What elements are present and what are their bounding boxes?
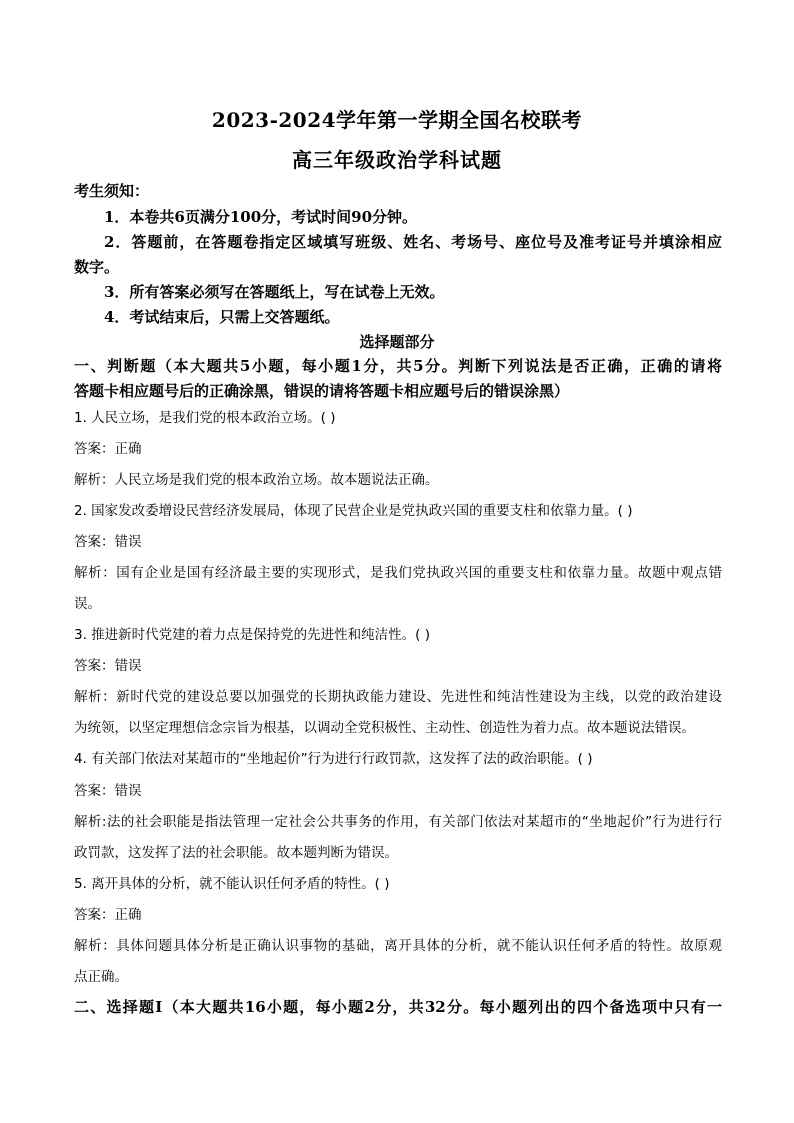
question-5: 5. 离开具体的分析，就不能认识任何矛盾的特性。( ) bbox=[74, 876, 390, 892]
section-part-heading: 选择题部分 bbox=[359, 333, 435, 351]
analysis-1: 解析：人民立场是我们党的根本政治立场。故本题说法正确。 bbox=[74, 472, 439, 488]
analysis-3-line2: 为统领，以坚定理想信念宗旨为根基，以调动全党积极性、主动性、创造性为着力点。故本题说法错误。 bbox=[74, 720, 695, 736]
question-4: 4. 有关部门依法对某超市的“坐地起价”行为进行行政罚款，这发挥了法的政治职能。( ) bbox=[74, 751, 593, 767]
section1-heading-line2: 答题卡相应题号后的正确涂黑，错误的请将答题卡相应题号后的错误涂黑） bbox=[74, 382, 570, 400]
question-2: 2. 国家发改委增设民营经济发展局，体现了民营企业是党执政兴国的重要支柱和依靠力量。( ) bbox=[74, 503, 633, 519]
notice-item-2-line2: 数字。 bbox=[74, 258, 120, 276]
notice-heading: 考生须知： bbox=[74, 182, 150, 200]
analysis-4-line1: 解析:法的社会职能是指法管理一定社会公共事务的作用，有关部门依法对某超市的“坐地起价”行为进行行 bbox=[74, 814, 722, 830]
notice-item-2-line1: 2．答题前，在答题卷指定区域填写班级、姓名、考场号、座位号及准考证号并填涂相应 bbox=[104, 233, 722, 251]
notice-item-4: 4．考试结束后，只需上交答题纸。 bbox=[104, 308, 340, 326]
analysis-2-line1: 解析：国有企业是国有经济最主要的实现形式，是我们党执政兴国的重要支柱和依靠力量。故题中观点错 bbox=[74, 565, 722, 581]
answer-4: 答案：错误 bbox=[74, 783, 142, 799]
answer-5: 答案：正确 bbox=[74, 907, 142, 923]
answer-3: 答案：错误 bbox=[74, 658, 142, 674]
question-3: 3. 推进新时代党建的着力点是保持党的先进性和纯洁性。( ) bbox=[74, 627, 430, 643]
analysis-3-line1: 解析：新时代党的建设总要以加强党的长期执政能力建设、先进性和纯洁性建设为主线，以党的政治建设 bbox=[74, 689, 722, 705]
analysis-2-line2: 误。 bbox=[74, 596, 101, 612]
question-1: 1. 人民立场，是我们党的根本政治立场。( ) bbox=[74, 410, 336, 426]
notice-item-3: 3．所有答案必须写在答题纸上，写在试卷上无效。 bbox=[104, 283, 445, 301]
analysis-4-line2: 政罚款，这发挥了法的社会职能。故本题判断为错误。 bbox=[74, 845, 398, 861]
notice-item-1: 1．本卷共6页满分100分，考试时间90分钟。 bbox=[104, 208, 418, 226]
analysis-5-line2: 点正确。 bbox=[74, 969, 128, 985]
exam-subtitle: 高三年级政治学科试题 bbox=[292, 148, 502, 172]
answer-2: 答案：错误 bbox=[74, 534, 142, 550]
section1-heading-line1: 一、判断题（本大题共5小题，每小题1分，共5分。判断下列说法是否正确，正确的请将 bbox=[74, 357, 722, 375]
section2-heading-line1: 二、选择题Ⅰ（本大题共16小题，每小题2分，共32分。每小题列出的四个备选项中只有一 bbox=[74, 998, 722, 1016]
analysis-5-line1: 解析：具体问题具体分析是正确认识事物的基础，离开具体的分析，就不能认识任何矛盾的特性。故原观 bbox=[74, 938, 722, 954]
exam-title: 2023-2024学年第一学期全国名校联考 bbox=[211, 108, 583, 132]
answer-1: 答案：正确 bbox=[74, 441, 142, 457]
